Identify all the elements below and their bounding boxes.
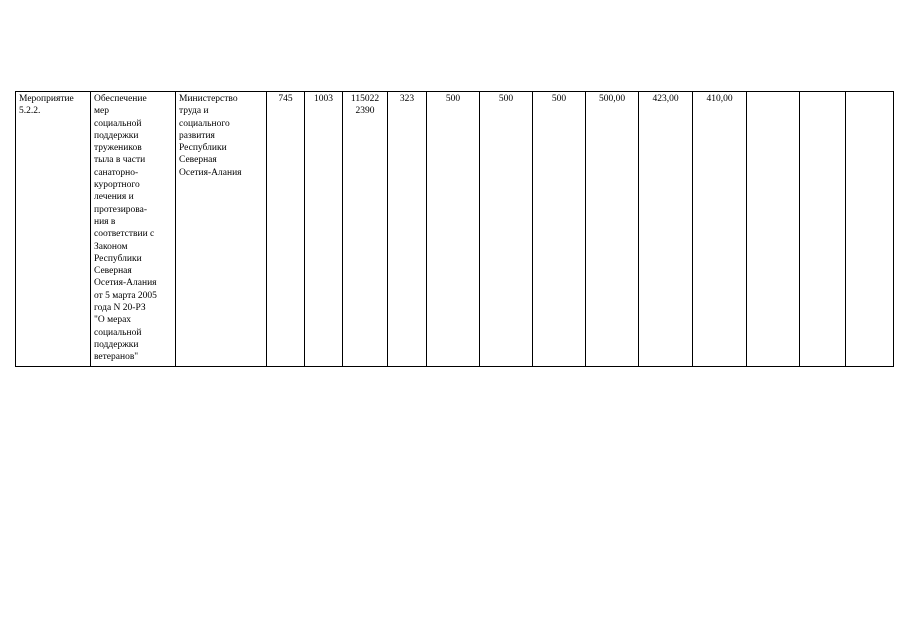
value-cell-4: 500,00 (586, 92, 639, 367)
value-cell-5: 423,00 (639, 92, 693, 367)
grbs-code-cell: 745 (267, 92, 305, 367)
value-cell-6: 410,00 (693, 92, 747, 367)
executor-cell: Министерство труда и социального развития Республики Северная Осетия-Алания (176, 92, 267, 367)
csr-code-cell: 115022 2390 (343, 92, 388, 367)
value-cell-2: 500 (480, 92, 533, 367)
table-row (16, 92, 894, 367)
value-cell-9 (846, 92, 894, 367)
vr-code-cell: 323 (388, 92, 427, 367)
value-cell-3: 500 (533, 92, 586, 367)
rzpr-code-cell: 1003 (305, 92, 343, 367)
program-measures-table (15, 91, 894, 367)
value-cell-8 (800, 92, 846, 367)
measure-description-cell: Обеспечение мер социальной поддержки тружеников тыла в части санаторно- курортного лечения и протезирова- ния в соответствии с Законом Республики Северная Осетия-Алания от 5 марта 2005 года N 20-РЗ "О мерах социальной поддержки ветеранов" (91, 92, 176, 367)
value-cell-1: 500 (427, 92, 480, 367)
value-cell-7 (747, 92, 800, 367)
measure-number-cell: Мероприятие 5.2.2. (16, 92, 91, 367)
